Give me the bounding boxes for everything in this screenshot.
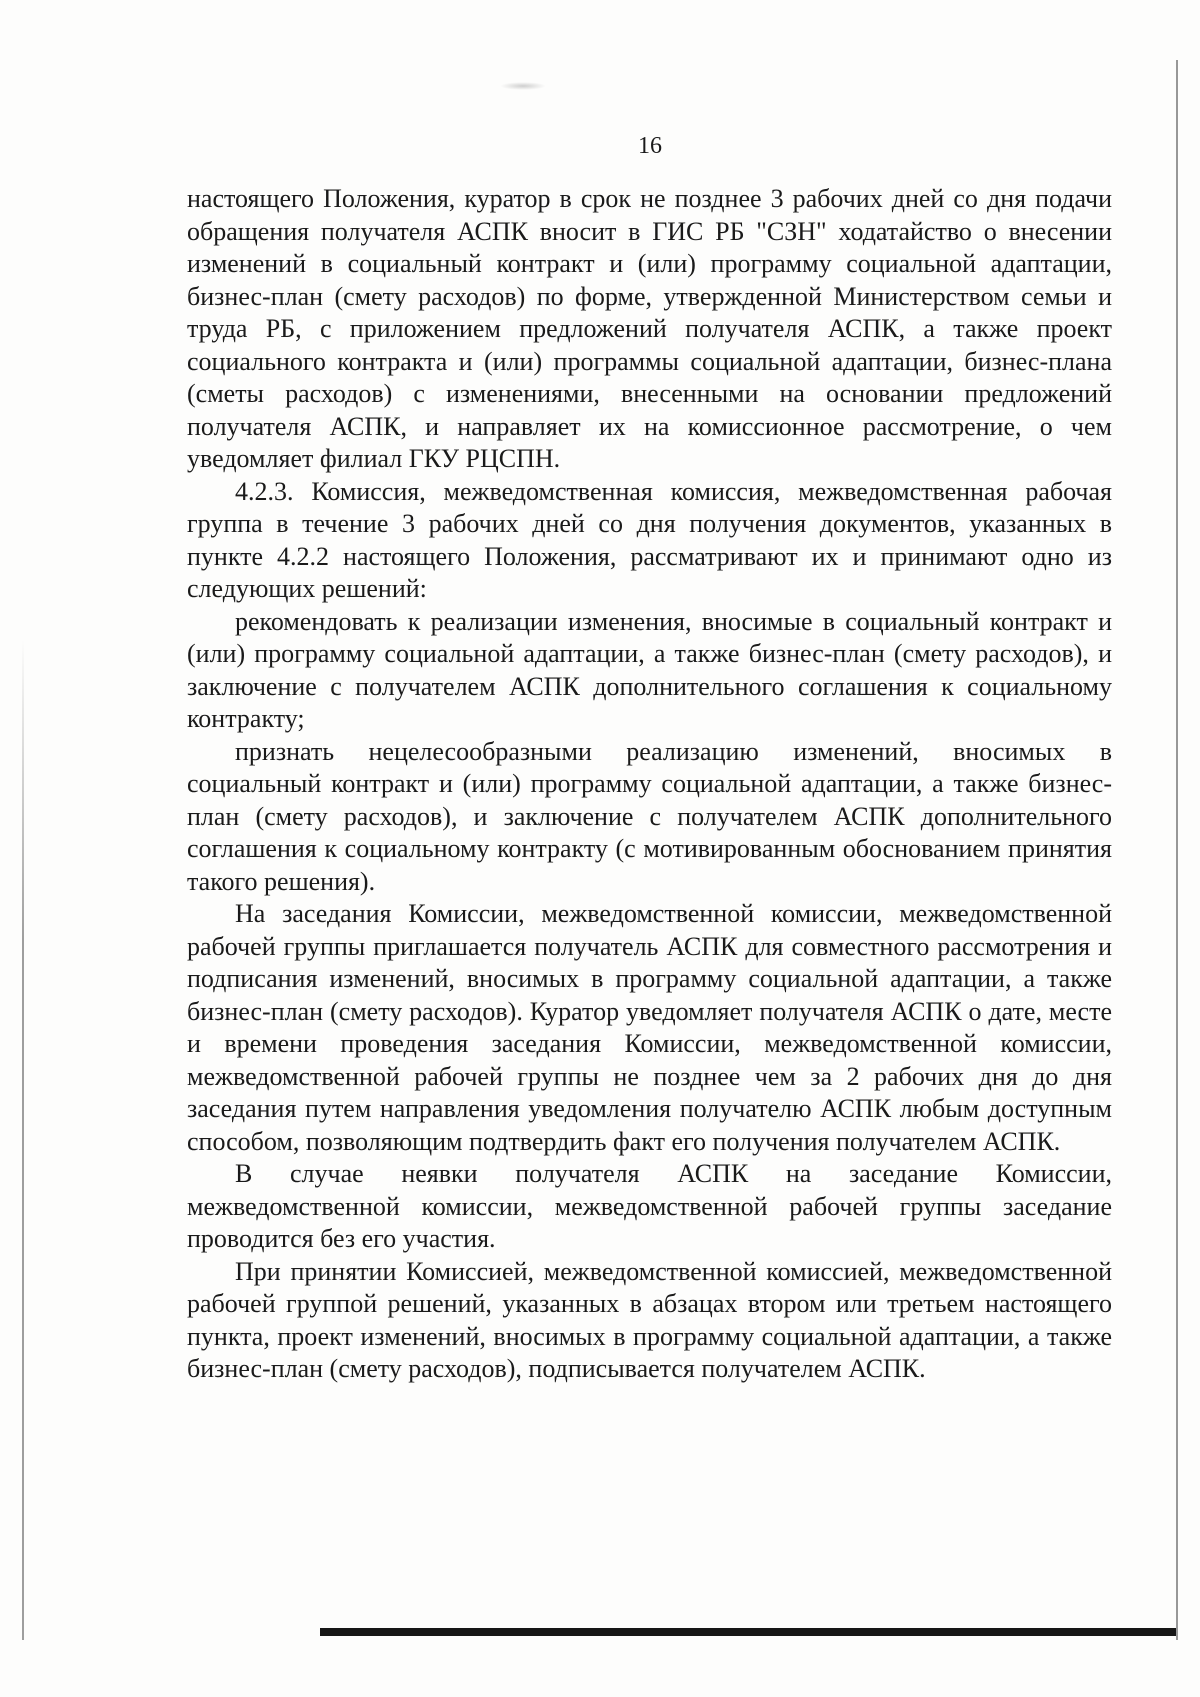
paragraph: рекомендовать к реализации изменения, вносимые в социальный контракт и (или) программу социальной адаптации, а также бизнес-план (смету расходов), и заключение с получателем АСПК дополнительного соглашения к социальному контракту; (187, 606, 1112, 733)
scan-edge-left (22, 640, 24, 1640)
page-number: 16 (638, 133, 662, 159)
scan-edge-bottom (320, 1628, 1176, 1636)
document-body (187, 183, 1112, 1386)
paragraph: 4.2.3. Комиссия, межведомственная комиссия, межведомственная рабочая группа в течение 3 рабочих дней со дня получения документов, указанных в пункте 4.2.2 настоящего Положения, рассматривают их и принимают одно из следующих решений: (187, 476, 1112, 603)
paragraph: На заседания Комиссии, межведомственной комиссии, межведомственной рабочей группы приглашается получатель АСПК для совместного рассмотрения и подписания изменений, вносимых в программу социальной адаптации, а также бизнес-план (смету расходов). Куратор уведомляет получателя АСПК о дате, месте и времени проведения заседания Комиссии, межведомственной комиссии, межведомственной рабочей группы не позднее чем за 2 рабочих дня до дня заседания путем направления уведомления получателю АСПК любым доступным способом, позволяющим подтвердить факт его получения получателем АСПК. (187, 899, 1112, 1156)
paragraph: В случае неявки получателя АСПК на заседание Комиссии, межведомственной комиссии, межведомственной рабочей группы заседание проводится без его участия. (187, 1159, 1112, 1253)
scan-edge-right (1176, 60, 1178, 1640)
paragraph: настоящего Положения, куратор в срок не позднее 3 рабочих дней со дня подачи обращения получателя АСПК вносит в ГИС РБ "СЗН" ходатайство о внесении изменений в социальный контракт и (или) программу социальной адаптации, бизнес-план (смету расходов) по форме, утвержденной Министерством семьи и труда РБ, с приложением предложений получателя АСПК, а также проект социального контракта и (или) программы социальной адаптации, бизнес-плана (сметы расходов) с изменениями, внесенными на основании предложений получателя АСПК, и направляет их на комиссионное рассмотрение, о чем уведомляет филиал ГКУ РЦСПН. (187, 184, 1112, 473)
scan-artifact (500, 82, 546, 90)
paragraph: признать нецелесообразными реализацию изменений, вносимых в социальный контракт и (или) программу социальной адаптации, а также бизнес-план (смету расходов), и заключение с получателем АСПК дополнительного соглашения к социальному контракту (с мотивированным обоснованием принятия такого решения). (187, 736, 1112, 896)
paragraph: При принятии Комиссией, межведомственной комиссией, межведомственной рабочей группой решений, указанных в абзацах втором или третьем настоящего пункта, проект изменений, вносимых в программу социальной адаптации, а также бизнес-план (смету расходов), подписывается получателем АСПК. (187, 1256, 1112, 1383)
